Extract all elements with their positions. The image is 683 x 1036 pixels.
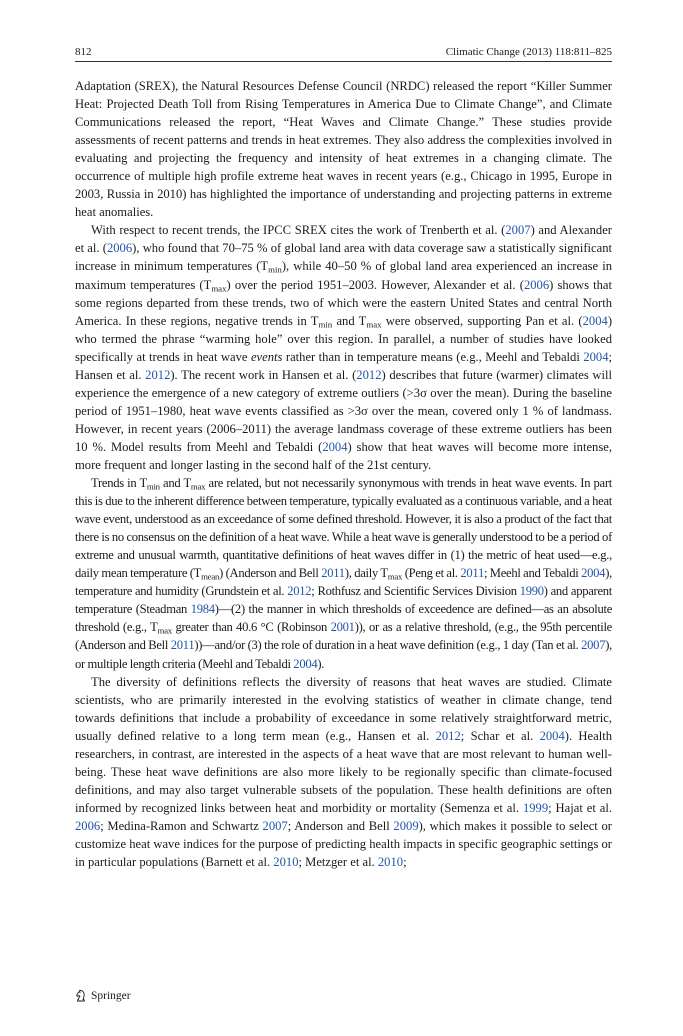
- citation-year-link[interactable]: 2012: [435, 728, 461, 743]
- text-run: )—(2) the manner in which thresholds of exceedence are defined—as an absolute threshold (e.g., T: [75, 602, 613, 635]
- citation-year-link[interactable]: 1999: [522, 800, 549, 815]
- text-run: ). The recent work in Hansen et al. (: [170, 367, 357, 382]
- text-run: ; Hansen et al.: [75, 349, 612, 382]
- subscript: min: [146, 481, 160, 492]
- citation-year-link[interactable]: 2004: [293, 656, 318, 671]
- subscript: mean: [201, 571, 220, 582]
- citation-year-link[interactable]: 2004: [583, 349, 609, 364]
- paragraph: [75, 673, 612, 872]
- text-run: ) describes that future (warmer) climates will experience the emergence of a new category of extreme outliers (>3σ over the mean). During the baseline period of 1951–1980, heat wave events classified as >3σ over the mean, covered only 1 % of landmass. However, in recent years (2006–2011) the average landmass coverage of these extreme outliers has been 10 %. Model results from Meehl and Tebaldi (: [75, 367, 613, 454]
- citation-year-link[interactable]: 2010: [377, 855, 404, 870]
- publisher-name: Springer: [91, 989, 131, 1002]
- text-run: Adaptation (SREX), the Natural Resources Defense Council (NRDC) released the report “Killer Summer Heat: Projected Death Toll from Rising Temperatures in America Due to Climate Change”, and Climate Communications released the report, “Heat Waves and Climate Change.” These studies provide assessments of recent patterns and trends in heat extremes. They also address the complexities involved in evaluating and projecting the frequency and intensity of heat extremes in a changing climate. The occurrence of multiple high profile extreme heat waves in recent years (e.g., Chicago in 1995, Europe in 2003, Russia in 2010) has highlighted the importance of understanding and projecting patterns in extreme heat anomalies.: [75, 79, 612, 220]
- citation-year-link[interactable]: 2010: [273, 855, 299, 870]
- subscript: max: [157, 626, 172, 637]
- text-run: ). Health researchers, in contrast, are interested in the aspects of a heat wave that are most relevant to human well-being. These heat wave definitions are also more likely to be regionally specific than climate-focused definitions, and may also target vulnerable subsets of the population. These health definitions are often informed by recognized links between heat and morbidity or mortality (Semenza et al.: [75, 728, 613, 815]
- article-body: [75, 77, 612, 871]
- text-run: ), which makes it possible to select or customize heat wave indices for the purpose of predicting health impacts in specific geographic settings or in particular populations (Barnett et al.: [75, 818, 612, 870]
- text-run: ), or multiple length criteria (Meehl and Tebaldi: [75, 638, 613, 671]
- text-run: ) over the period 1951–2003. However, Alexander et al. (: [226, 277, 524, 292]
- text-run: (Peng et al.: [402, 566, 461, 581]
- springer-chess-knight-icon: [75, 989, 87, 1002]
- text-run: ), temperature and humidity (Grundstein et al.: [75, 566, 612, 599]
- subscript: max: [366, 319, 382, 330]
- page-number: 812: [75, 46, 92, 58]
- citation-year-link[interactable]: 2012: [287, 584, 312, 599]
- text-run: are related, but not necessarily synonymous with trends in heat wave events. In part this is due to the inherent difference between temperature, typically evaluated as a continuous variable, and a heat wave event, understood as an exceedance of some defined threshold. However, it is also a product of the fact that there is no consensus on the definition of a heat wave. While a heat wave is generally understood to be a period of extreme and unusual warmth, quantitative definitions of heat waves differ in (1) the metric of heat used—e.g., daily mean temperature (T: [75, 476, 612, 581]
- citation-year-link[interactable]: 2006: [523, 277, 550, 292]
- text-run: ) and apparent temperature (Steadman: [75, 584, 612, 617]
- citation-year-link[interactable]: 2012: [145, 367, 171, 382]
- text-run: ; Metzger et al.: [298, 855, 378, 870]
- text-run: ), who found that 70–75 % of global land area with data coverage saw a statistically significant increase in minimum temperatures (T: [75, 241, 612, 274]
- citation-year-link[interactable]: 2004: [581, 566, 606, 581]
- text-run: The diversity of definitions reflects the diversity of reasons that heat waves are studied. Climate scientists, who are primarily interested in the evolving statistics of weather in climate change, tend towards definitions that include a probability of exceedance in some relatively straightforward metric, usually defined relative to a long term mean (e.g., Hansen et al.: [75, 674, 612, 743]
- citation-year-link[interactable]: 2004: [539, 728, 565, 743]
- text-run: rather than in temperature means (e.g., Meehl and Tebaldi: [282, 349, 584, 364]
- subscript: min: [318, 319, 333, 330]
- text-run: ))—and/or (3) the role of duration in a heat wave definition (e.g., 1 day (Tan et al.: [194, 638, 582, 653]
- article-page: [75, 46, 612, 871]
- emphasis: events: [250, 349, 283, 364]
- citation-year-link[interactable]: 2004: [582, 313, 608, 328]
- text-run: ).: [317, 656, 325, 671]
- citation-year-link[interactable]: 2007: [581, 638, 606, 653]
- citation-year-link[interactable]: 2006: [75, 818, 101, 833]
- text-run: ), daily T: [344, 566, 388, 581]
- text-run: ) who termed the phrase “warming hole” over this region. In parallel, a number of studies have looked specifically at trends in heat wave: [75, 313, 613, 364]
- text-run: With respect to recent trends, the IPCC SREX cites the work of Trenberth et al. (: [91, 223, 506, 238]
- citation-year-link[interactable]: 2011: [321, 566, 345, 581]
- text-run: ) show that heat waves will become more intense, more frequent and longer lasting in the second half of the 21st century.: [75, 439, 612, 472]
- text-run: Trends in T: [91, 476, 147, 491]
- text-run: ; Hajat et al.: [548, 800, 612, 815]
- text-run: ; Rothfusz and Scientific Services Division: [311, 584, 520, 599]
- citation-year-link[interactable]: 2001: [330, 620, 355, 635]
- citation-year-link[interactable]: 2007: [262, 818, 288, 833]
- journal-citation: Climatic Change (2013) 118:811–825: [445, 46, 612, 58]
- paragraph: [75, 474, 612, 673]
- page-footer: [75, 989, 131, 1002]
- citation-year-link[interactable]: 2011: [170, 638, 195, 653]
- citation-year-link[interactable]: 2009: [393, 818, 419, 833]
- text-run: were observed, supporting Pan et al. (: [381, 313, 583, 328]
- text-run: greater than 40.6 °C (Robinson: [171, 620, 331, 635]
- citation-year-link[interactable]: 2007: [505, 223, 531, 238]
- text-run: )), or as a relative threshold, (e.g., the 95th percentile (Anderson and Bell: [75, 620, 612, 653]
- subscript: max: [387, 571, 403, 582]
- running-header: [75, 46, 612, 62]
- text-run: ) shows that some regions departed from these trends, two of which were the eastern United States and central North America. In these regions, negative trends in T: [75, 277, 613, 328]
- text-run: and T: [159, 476, 191, 491]
- citation-year-link[interactable]: 2004: [322, 439, 348, 454]
- paragraph: [75, 77, 612, 221]
- text-run: ), while 40–50 % of global land area experienced an increase in maximum temperatures (T: [75, 259, 612, 292]
- citation-year-link[interactable]: 2011: [460, 566, 484, 581]
- paragraph: [75, 221, 612, 474]
- citation-year-link[interactable]: 1984: [190, 602, 215, 617]
- citation-year-link[interactable]: 2012: [356, 367, 382, 382]
- text-run: ) and Alexander et al. (: [75, 223, 612, 256]
- text-run: ; Meehl and Tebaldi: [484, 566, 582, 581]
- citation-year-link[interactable]: 1990: [519, 584, 544, 599]
- text-run: ;: [403, 855, 407, 870]
- subscript: max: [211, 283, 227, 294]
- text-run: ; Schar et al.: [460, 728, 540, 743]
- text-run: ) (Anderson and Bell: [219, 566, 322, 581]
- subscript: max: [190, 481, 206, 492]
- subscript: min: [268, 265, 282, 276]
- text-run: and T: [332, 313, 367, 328]
- text-run: ; Medina-Ramon and Schwartz: [100, 818, 263, 833]
- citation-year-link[interactable]: 2006: [106, 241, 133, 256]
- text-run: ; Anderson and Bell: [287, 818, 394, 833]
